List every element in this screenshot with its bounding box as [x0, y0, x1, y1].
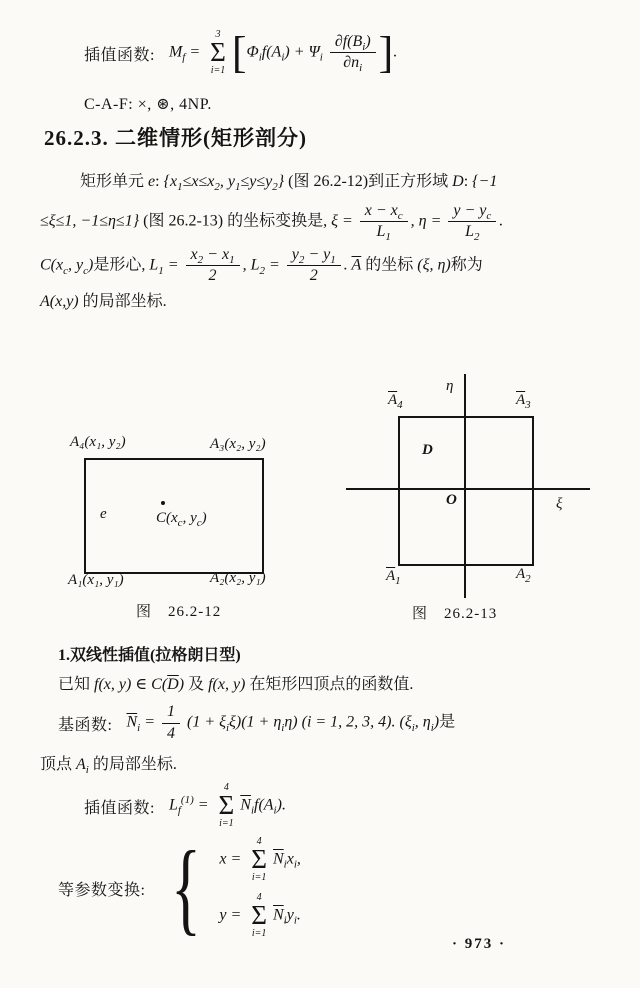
section-heading: 26.2.3. 二维情形(矩形剖分) — [44, 126, 307, 150]
paragraph-line-3: $C(x_c$, $y_c$)是形心, $L_1$ = $\frac{x_2 - x_1}{2}$ , $L_2$ = $\frac{y_2 - y_1}{2}$ . $\overline{A}$ 的坐标 (ξ, η)称为 — [40, 246, 483, 285]
subsection-heading: 1.双线性插值(拉格朗日型) — [58, 647, 241, 664]
paragraph-line-2: ≤ξ≤1, −1≤η≤1} (图 26.2-13) 的坐标变换是, ξ = $\frac{x - x_c}{L_1}$ , η = $\frac{y - y_c}{L_2}$ . — [40, 202, 504, 244]
eta-axis-label: η — [446, 378, 454, 394]
bilinear-interpolation-formula-line — [84, 776, 286, 836]
basis-function-line — [58, 700, 455, 746]
basis-continuation-line: 顶点 $A_i$ 的局部坐标. — [40, 756, 177, 777]
paragraph-line-1: 矩形单元 e: {$x_1\le x\le x_2$, $y_1\le y\le y_2$} (图 26.2-12)到正方形域 D: {−1 — [80, 173, 498, 194]
page-number: · 973 · — [452, 936, 507, 952]
domain-d-label: D — [422, 442, 433, 458]
vertex-label-a3: A₃(x₂, y₂) — [210, 436, 266, 452]
isoparametric-label: 等参数变换: — [58, 881, 146, 899]
centroid-label: $C(x_c$, $y_c$) — [156, 510, 207, 529]
figure-caption-26-2-13: 图 26.2-13 — [412, 606, 498, 622]
vertex-label-abar3: $\overline{A}_3$ — [516, 392, 531, 411]
figure-26-2-13 — [340, 372, 600, 634]
system-brace: { — [171, 830, 202, 946]
vertex-label-a2: A₂(x₂, y₁) — [210, 570, 266, 586]
origin-label: O — [446, 492, 457, 508]
vertex-label-abar4: $\overline{A}_4$ — [388, 392, 403, 411]
basis-function-label: 基函数: — [58, 716, 113, 734]
interpolation-function-label-2: 插值函数: — [84, 799, 155, 817]
vertex-label-a4: A₄(x₁, y₂) — [70, 434, 126, 450]
figure-caption-26-2-12: 图 26.2-12 — [136, 604, 222, 620]
caf-line: C-A-F: ×, ⊛, 4NP. — [84, 96, 212, 113]
xi-axis-label: ξ — [556, 496, 563, 512]
hermite-interpolation-formula-line — [84, 22, 397, 84]
element-e-label: e — [100, 506, 107, 522]
l1-formula: $L_f^{(1)}$ = 4 Σ i=1 $\overline{N}_if(A_i)$. — [168, 782, 286, 829]
vertex-label-abar2: $\overline{A}_2$ — [516, 566, 531, 585]
interpolation-function-label: 插值函数: — [84, 46, 155, 64]
paragraph-line-4: A(x,y) 的局部坐标. — [40, 293, 167, 310]
centroid-dot — [161, 501, 165, 505]
m-formula: $M_f$ = 3 Σ i=1 [$\Phi_if(A_i) + \Psi_i$ $\frac{\partial f(B_i)}{\partial n_i}$ ]. — [168, 27, 398, 77]
isoparametric-transform-block — [58, 830, 301, 946]
known-conditions-line: 已知 f(x, y) ∈ $C(\overline{D})$ 及 f(x, y) 在矩形四顶点的函数值. — [58, 676, 414, 693]
iso-x-equation: x = 4 Σ i=1 $\overline{N}_ix_i$, — [219, 836, 301, 883]
vertex-label-abar1: $\overline{A}_1$ — [386, 568, 401, 587]
iso-y-equation: y = 4 Σ i=1 $\overline{N}_iy_i$. — [219, 892, 301, 939]
equation-system — [219, 837, 301, 938]
vertex-label-a1: A₁(x₁, y₁) — [68, 572, 124, 588]
unit-square-shape — [398, 416, 534, 566]
figure-26-2-12 — [60, 430, 310, 630]
basis-function-formula: $\overline{N}_i$ = $\frac{1}{4}$ $(1 + \xi_i\xi)(1 + \eta_i\eta)$ (i = 1, 2, 3, 4). ($\xi_i$, $\eta_i$)是 — [126, 703, 456, 742]
